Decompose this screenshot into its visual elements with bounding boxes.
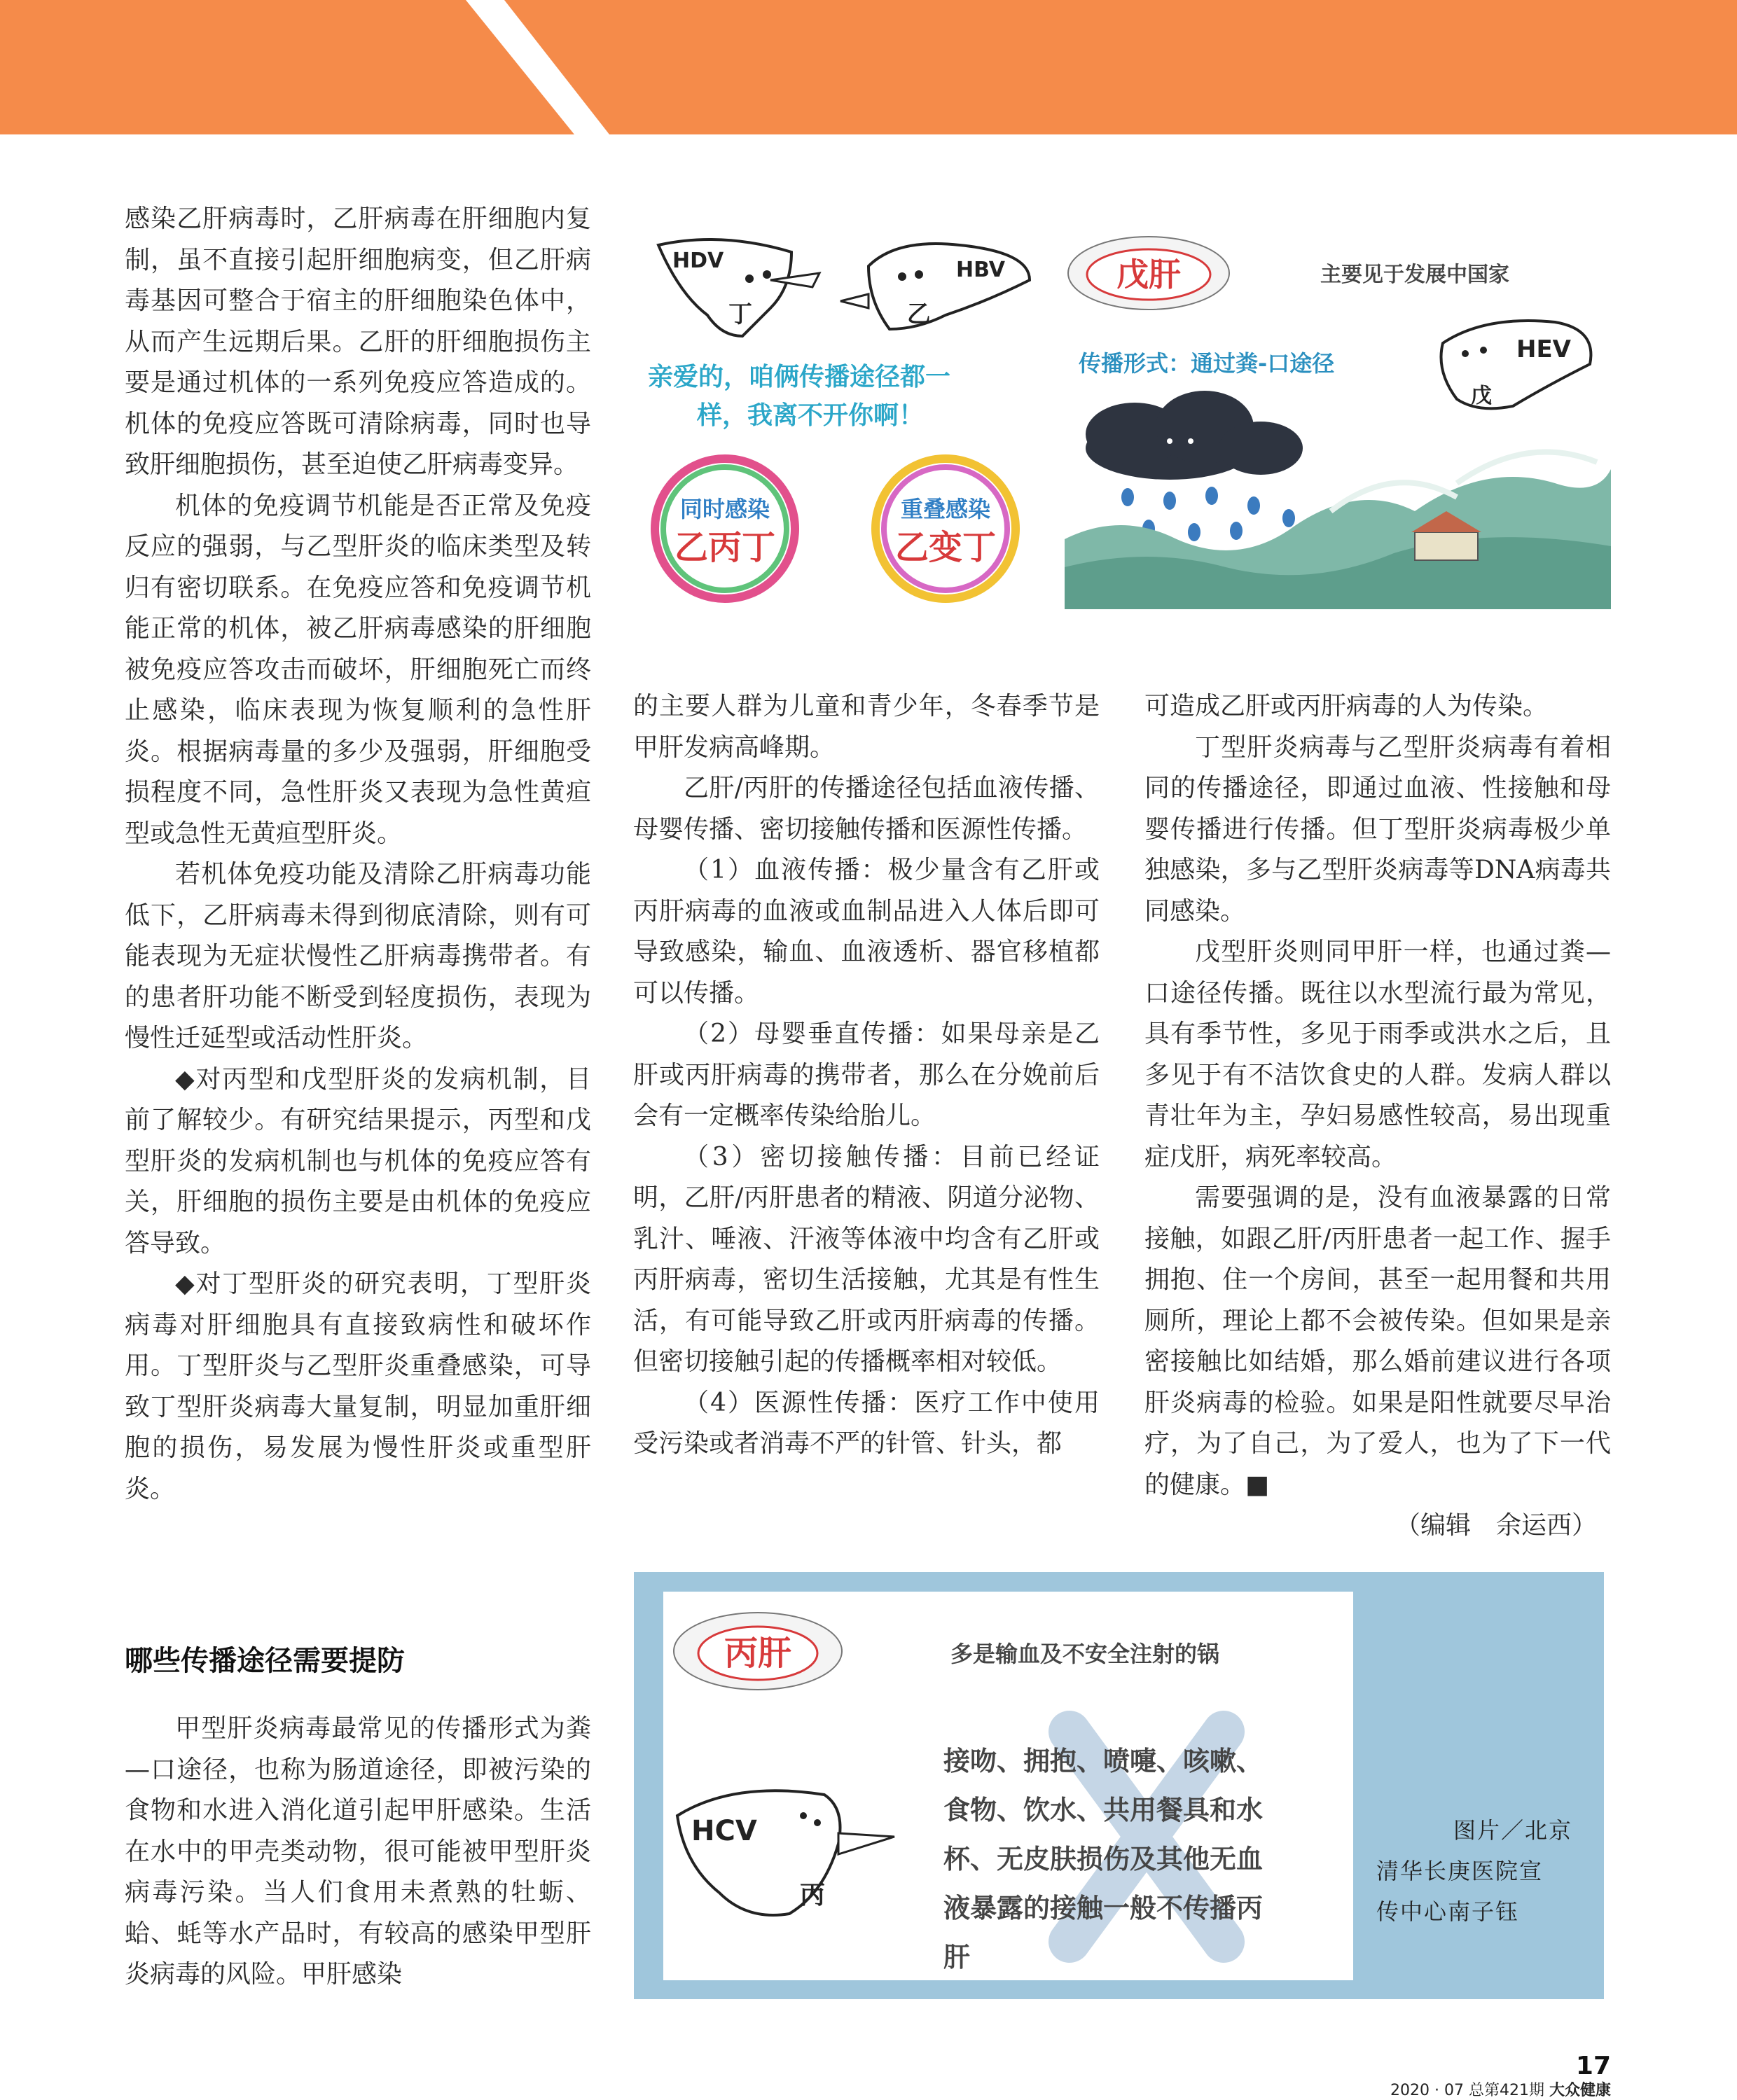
hev-note: 主要见于发展中国家: [1320, 263, 1509, 287]
hev-virus-char: 戊: [1471, 384, 1492, 408]
credit-line: 传中心南子钰: [1376, 1898, 1520, 1925]
paragraph: 机体的免疫调节机能是否正常及免疫反应的强弱，与乙型肝炎的临床类型及转归有密切联系。在免疫应答和免疫调节机能正常的机体，被乙肝病毒感染的肝细胞被免疫应答攻击而破坏，肝细胞死亡而终止感染，临床表现为恢复顺利的急性肝炎。根据病毒量的多少及强弱，肝细胞受损程度不同，急性肝炎又表现为急性黄疸型或急性无黄疸型肝炎。: [125, 491, 591, 848]
page-number: 17: [1575, 2052, 1611, 2080]
illustration-hdv-hbv: [637, 224, 1051, 616]
hcv-body-line: 接吻、拥抱、喷嚏、咳嗽、: [943, 1746, 1264, 1776]
illustration-hev: [1065, 231, 1611, 609]
issue-info: [1390, 2078, 1611, 2100]
hcv-body-line: 肝: [943, 1942, 971, 1973]
section-heading: 哪些传播途径需要提防: [125, 1645, 405, 1677]
hcv-note: 多是输血及不安全注射的锅: [950, 1641, 1220, 1667]
paragraph: 可造成乙肝或丙肝病毒的人为传染。: [1144, 692, 1549, 721]
hev-virus-label: HEV: [1516, 335, 1571, 363]
paragraph: （1）血液传播：极少量含有乙肝或丙肝病毒的血液或血制品进入人体后即可导致感染，输血、血液透析、器官移植都可以传播。: [633, 856, 1100, 1008]
hev-route: 传播形式：通过粪-口途径: [1079, 350, 1335, 377]
paragraph: （2）母婴垂直传播：如果母亲是乙肝或丙肝病毒的携带者，那么在分娩前后会有一定概率传染给胎儿。: [633, 1020, 1100, 1130]
photo-credit: [1376, 1810, 1586, 1932]
paragraph-text: 需要强调的是，没有血液暴露的日常接触，如跟乙肝/丙肝患者一起工作、握手拥抱、住一个房间，甚至一起用餐和共用厕所，理论上都不会被传染。但如果是亲密接触比如结婚，那么婚前建议进行各项肝炎病毒的检验。如果是阳性就要尽早治疗，为了自己，为了爱人，也为了下一代的健康。: [1144, 1183, 1611, 1499]
badge-overlap-bottom: 乙变丁: [894, 528, 997, 567]
paragraph: 乙肝/丙肝的传播途径包括血液传播、母婴传播、密切接触传播和医源性传播。: [633, 774, 1100, 844]
badge-simultaneous-bottom: 乙丙丁: [674, 528, 776, 567]
paragraph: 的主要人群为儿童和青少年，冬春季节是甲肝发病高峰期。: [633, 692, 1100, 762]
hcv-white-card: [663, 1592, 1353, 1980]
hcv-body-line: 食物、饮水、共用餐具和水: [943, 1795, 1264, 1826]
credit-line: 清华长庚医院宣: [1376, 1858, 1544, 1884]
hev-title: 戊肝: [1116, 256, 1181, 293]
speech-line-1: 亲爱的，咱俩传播途径都一: [648, 363, 951, 391]
paragraph: [1144, 1178, 1611, 1506]
column-right: [1144, 686, 1611, 1547]
top-banner: [0, 0, 1737, 134]
banner-graphic: [0, 0, 1737, 134]
illustration-hev-graphic: [1065, 231, 1611, 609]
badge-overlap-top: 重叠感染: [900, 496, 991, 522]
editor-credit: （编辑 余运西）: [1395, 1511, 1597, 1540]
hcv-body-line: 杯、无皮肤损伤及其他无血: [943, 1844, 1264, 1875]
credit-line: 图片／北京: [1453, 1817, 1572, 1844]
paragraph: 若机体免疫功能及清除乙肝病毒功能低下，乙肝病毒未得到彻底清除，则有可能表现为无症状慢性乙肝病毒携带者。有的患者肝功能不断受到轻度损伤，表现为慢性迁延型或活动性肝炎。: [125, 860, 591, 1052]
paragraph: 丁型肝炎病毒与乙型肝炎病毒有着相同的传播途径，即通过血液、性接触和母婴传播进行传播。但丁型肝炎病毒极少单独感染，多与乙型肝炎病毒等DNA病毒共同感染。: [1144, 732, 1611, 926]
paragraph: ◆对丁型肝炎的研究表明，丁型肝炎病毒对肝细胞具有直接致病性和破坏作用。丁型肝炎与乙型肝炎重叠感染，可导致丁型肝炎病毒大量复制，明显加重肝细胞的损伤，易发展为慢性肝炎或重型肝炎。: [125, 1270, 591, 1503]
paragraph: 戊型肝炎则同甲肝一样，也通过粪—口途径传播。既往以水型流行最为常见，具有季节性，多见于雨季或洪水之后，且多见于有不洁饮食史的人群。发病人群以青壮年为主，孕妇易感性较高，易出现重症戊肝，病死率较高。: [1144, 938, 1611, 1171]
paragraph: 感染乙肝病毒时，乙肝病毒在肝细胞内复制，虽不直接引起肝细胞病变，但乙肝病毒基因可整合于宿主的肝细胞染色体中，从而产生远期后果。乙肝的肝细胞损伤主要是通过机体的一系列免疫应答造成的。机体的免疫应答既可清除病毒，同时也导致肝细胞损伤，甚至迫使乙肝病毒变异。: [125, 204, 591, 479]
hbv-label: HBV: [956, 258, 1005, 282]
hdv-label: HDV: [672, 249, 724, 273]
paragraph: （3）密切接触传播：目前已经证明，乙肝/丙肝患者的精液、阴道分泌物、乳汁、唾液、汗液等体液中均含有乙肝或丙肝病毒，密切生活接触，尤其是有性生活，有可能导致乙肝或丙肝病毒的传播。但密切接触引起的传播概率相对较低。: [633, 1142, 1100, 1376]
paragraph: ◆对丙型和戊型肝炎的发病机制，目前了解较少。有研究结果提示，丙型和戊型肝炎的发病机制也与机体的免疫应答有关，肝细胞的损伤主要是由机体的免疫应答导致。: [125, 1064, 591, 1258]
rain-cloud: [1086, 391, 1303, 480]
hcv-virus-char: 丙: [800, 1881, 826, 1910]
hdv-char: 丁: [728, 300, 752, 328]
column-left: [125, 199, 591, 1510]
hcv-body-line: 液暴露的接触一般不传播丙: [943, 1893, 1264, 1924]
column-left-lower: [125, 1709, 591, 1996]
paragraph: 甲型肝炎病毒最常见的传播形式为粪—口途径，也称为肠道途径，即被污染的食物和水进入消化道引起甲肝感染。生活在水中的甲壳类动物，很可能被甲型肝炎病毒污染。当人们食用未煮熟的牡蛎、蛤、蚝等水产品时，有较高的感染甲型肝炎病毒的风险。甲肝感染: [125, 1714, 591, 1989]
hcv-card-graphic: [663, 1592, 1353, 1980]
end-mark: ■: [1245, 1470, 1270, 1499]
issue-date: 2020 · 07 总第421期: [1390, 2082, 1544, 2099]
illustration-hcv-panel: [634, 1572, 1604, 1999]
hcv-title: 丙肝: [724, 1634, 792, 1673]
hcv-virus-label: HCV: [691, 1815, 757, 1847]
badge-simultaneous-top: 同时感染: [679, 496, 770, 522]
hbv-char: 乙: [907, 300, 931, 328]
illustration-hdv-hbv-graphic: [637, 224, 1051, 616]
paragraph: （4）医源性传播：医疗工作中使用受污染或者消毒不严的针管、针头，都: [633, 1388, 1100, 1458]
speech-line-2: 样，我离不开你啊！: [697, 401, 925, 430]
column-middle: [633, 686, 1100, 1465]
magazine-name: 大众健康: [1549, 2082, 1611, 2099]
